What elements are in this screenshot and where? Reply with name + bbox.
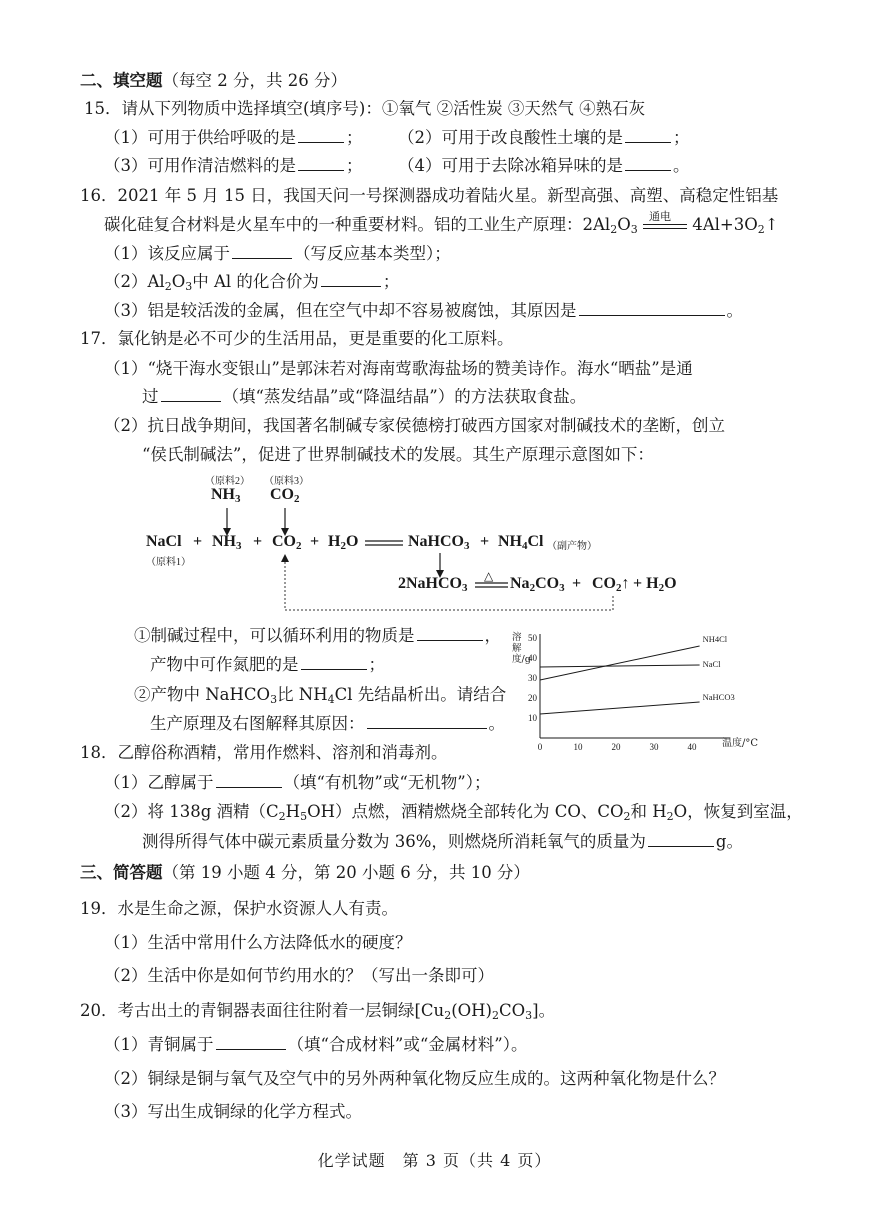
q16-p2-a: （2）Al <box>104 272 165 291</box>
nh4cl: $NH_4Cl$ <box>498 533 544 552</box>
chart-xlabel: 温度/°C <box>722 738 759 749</box>
q20-line1: 20．考古出土的青铜器表面往往附着一层铜绿$[Cu_2(OH)_2CO_3]$。 <box>80 1001 556 1022</box>
q20-l1b: (OH) <box>451 1001 492 1020</box>
co2: $CO_2$ <box>272 533 302 552</box>
q15-stem: 15．请从下列物质中选择填空(填序号)：①氧气 ②活性炭 ③天然气 ④熟石灰 <box>84 99 646 118</box>
q16-p2-c: 中 Al 的化合价为 <box>192 272 319 291</box>
q18-p2a-2: H <box>285 802 301 821</box>
q20-l1a: 20．考古出土的青铜器表面往往附着一层铜绿[Cu <box>80 1001 445 1020</box>
q20-p1-end: （填“合成材料”或“金属材料”）。 <box>287 1035 528 1054</box>
answer-blank[interactable] <box>216 773 282 788</box>
raw-material-3-label: （原料3） <box>264 476 309 487</box>
q17-sub2a-text3: Cl 先结晶析出。请结合 <box>334 685 507 704</box>
plus: + <box>193 533 203 550</box>
chart-axes <box>540 634 730 738</box>
q16-al2o3-o: O <box>617 215 631 234</box>
series-label-nacl: NaCl <box>702 659 721 669</box>
q16-line1: 16．2021 年 5 月 15 日，我国天问一号探测器成功着陆火星。新型高强、高塑、高稳定性铝基 <box>80 186 779 205</box>
answer-blank[interactable] <box>367 714 487 729</box>
q16-p3-end: 。 <box>726 301 743 320</box>
q18-p2a-1: （2）将 138g 酒精（C <box>104 802 279 821</box>
q17-sub2b-text: 生产原理及右图解释其原因： <box>150 714 365 733</box>
q17-sub1b-end: ； <box>368 655 385 674</box>
r2-nahco3: 2NaHCO$_3$ <box>398 575 468 594</box>
co2-top: $CO_2$ <box>270 486 300 505</box>
q17-p1c-text: （填“蒸发结晶”或“降温结晶”）的方法获取食盐。 <box>222 387 587 406</box>
q15-p2-text: （2）可用于改良酸性土壤的是 <box>398 128 623 147</box>
section-3-title: 三、简答题 <box>80 863 163 882</box>
q17-sub1b-text: 产物中可作氮肥的是 <box>150 655 299 674</box>
chart-ticks <box>528 633 697 752</box>
q17-p1a: （1）“烧干海水变银山”是郭沫若对海南莺歌海盐场的赞美诗作。海水“晒盐”是通 <box>104 359 693 378</box>
h2o: $H_2O$ <box>328 533 359 552</box>
q17-sub1a-end: ， <box>484 626 501 645</box>
q17-p2b: “侯氏制碱法”，促进了世界制碱技术的发展。其生产原理示意图如下： <box>142 445 654 464</box>
chart-series <box>540 634 735 714</box>
r2-h2o: + $H_2O$ <box>633 575 677 594</box>
answer-blank[interactable] <box>216 1035 286 1050</box>
nh3-top: $NH_3$ <box>211 486 241 505</box>
series-line-nahco3 <box>540 702 700 714</box>
q15-p3-text: （3）可用作清洁燃料的是 <box>104 156 296 175</box>
q17-sub2b-end: 。 <box>488 714 505 733</box>
q16-p2-end: ； <box>382 272 400 291</box>
q18-p2a-3: OH）点燃，酒精燃烧全部转化为 CO、CO <box>307 802 624 821</box>
q18-part1 <box>104 772 491 794</box>
q18-p2a-5: O，恢复到室温， <box>673 802 803 821</box>
x-tick-label: 40 <box>687 742 697 752</box>
q17-line1: 17．氯化钠是必不可少的生活用品，更是重要的化工原料。 <box>80 329 514 348</box>
q20-part3: （3）写出生成铜绿的化学方程式。 <box>104 1102 362 1121</box>
r2-na2co3: $Na_2CO_3$ <box>510 575 565 594</box>
q16-p1-text: （1）该反应属于 <box>104 244 230 263</box>
y-tick-label: 10 <box>528 713 537 723</box>
x-tick-label: 30 <box>649 742 659 752</box>
nacl: NaCl <box>146 533 182 550</box>
q18-p2b-text: 测得所得气体中碳元素质量分数为 36%，则燃烧所消耗氧气的质量为 <box>142 832 646 851</box>
q16-p1-end: （写反应基本类型）； <box>294 244 451 263</box>
q17-p2a: （2）抗日战争期间，我国著名制碱专家侯德榜打破西方国家对制碱技术的垄断，创立 <box>104 416 725 435</box>
q16-p3-text: （3）铝是较活泼的金属，但在空气中却不容易被腐蚀，其原因是 <box>104 301 577 320</box>
q18-p1-text: （1）乙醇属于 <box>104 773 214 792</box>
q18-part2a: （2）将 138g 酒精$(C_2H_5OH)$点燃，酒精燃烧全部转化为 CO、$CO_2$和 $H_2O$，恢复到室温， <box>104 802 803 823</box>
answer-blank[interactable] <box>648 832 714 847</box>
series-line-nacl <box>540 665 700 667</box>
x-tick-label: 0 <box>537 742 543 752</box>
q16-line2: 碳化硅复合材料是火星车中的一种重要材料。铝的工业生产原理：$2Al_2O_3$ 通电 $4Al+3O_2↑$ <box>104 214 779 236</box>
x-tick-label: 20 <box>611 742 621 752</box>
q20-part2: （2）铜绿是铜与氧气及空气中的另外两种氧化物反应生成的。这两种氧化物是什么？ <box>104 1069 725 1088</box>
y-tick-label: 50 <box>528 633 537 643</box>
q16-products: 4Al+3O <box>692 215 758 234</box>
plus: + <box>310 533 320 550</box>
q17-sub1b <box>150 654 385 676</box>
q15-p4-end: 。 <box>673 156 690 175</box>
q18-part2b <box>142 831 743 853</box>
q19-part1: （1）生活中常用什么方法降低水的硬度？ <box>104 933 412 952</box>
plus: + <box>572 575 582 592</box>
q20-p1-text: （1）青铜属于 <box>104 1035 214 1054</box>
q19-line1: 19．水是生命之源，保护水资源人人有责。 <box>80 899 398 918</box>
q17-p1b-text: 过 <box>142 387 159 406</box>
q16-part2: $(2)Al_2O_3$中 Al 的化合价为 ； <box>104 272 400 293</box>
answer-blank[interactable] <box>417 626 483 641</box>
heat-symbol: △ <box>484 569 494 583</box>
plus: + <box>253 533 263 550</box>
q20-part1 <box>104 1034 528 1056</box>
q18-p1-end: （填“有机物”或“无机物”）； <box>283 773 491 792</box>
chart-ylabel: 溶解度/g <box>512 632 531 665</box>
q17-sub1a <box>134 625 501 647</box>
q17-sub1a-text: ①制碱过程中，可以循环利用的物质是 <box>134 626 415 645</box>
y-tick-label: 20 <box>528 693 537 703</box>
section-3-header <box>80 862 530 884</box>
raw-material-1-label: （原料1） <box>146 557 191 568</box>
q18-p2b-end: g。 <box>715 832 743 851</box>
gas-arrow: ↑ <box>764 215 779 234</box>
q15-p1-end: ； <box>346 128 363 147</box>
r2-co2: $CO_2↑$ <box>592 575 630 594</box>
byproduct-label: （副产物） <box>547 541 597 552</box>
x-tick-label: 10 <box>573 742 583 752</box>
q19-part2: （2）生活中你是如何节约用水的？（写出一条即可） <box>104 966 494 985</box>
plus: + <box>480 533 490 550</box>
section-2-title: 二、填空题 <box>80 71 163 90</box>
raw-material-2-label: （原料2） <box>205 476 250 487</box>
section-2-note: （每空 2 分，共 26 分） <box>162 71 347 90</box>
reaction-condition: 通电 <box>648 209 671 223</box>
q18-line1: 18．乙醇俗称酒精，常用作燃料、溶剂和消毒剂。 <box>80 743 448 762</box>
q17-sub2a-text: ②产物中 NaHCO <box>134 685 271 704</box>
q15-p4-text: （4）可用于去除冰箱异味的是 <box>398 156 623 175</box>
section-3-note: （第 19 小题 4 分，第 20 小题 6 分，共 10 分） <box>162 863 530 882</box>
q16-line2-text: 碳化硅复合材料是火星车中的一种重要材料。铝的工业生产原理：2Al <box>104 215 611 234</box>
page-footer: 化学试题 第 3 页（共 4 页） <box>317 1151 552 1170</box>
y-tick-label: 30 <box>528 673 537 683</box>
series-label-nahco3: NaHCO3 <box>702 692 735 702</box>
q17-sub2a-text2: 比 NH <box>277 685 328 704</box>
q20-l1d: ]。 <box>532 1001 556 1020</box>
q17-sub2b <box>150 713 505 735</box>
nh3: $NH_3$ <box>212 533 242 552</box>
q15-p3-end: ； <box>346 156 363 175</box>
q15-p1-text: （1）可用于供给呼吸的是 <box>104 128 296 147</box>
q15-p2-end: ； <box>673 128 690 147</box>
nahco3: NaHCO$_3$ <box>408 533 470 552</box>
q17-sub2a: ②产物中 NaHCO$_3$比 $NH_4Cl$ 先结晶析出。请结合 <box>134 685 507 706</box>
answer-blank[interactable] <box>301 655 367 670</box>
q18-p2a-4: 和 H <box>630 802 667 821</box>
q16-p2-b: O <box>171 272 186 291</box>
series-label-nh4cl: NH4Cl <box>702 634 728 644</box>
q20-l1c: CO <box>498 1001 526 1020</box>
series-line-nh4cl <box>540 646 700 680</box>
y-tick-label: 40 <box>528 653 537 663</box>
